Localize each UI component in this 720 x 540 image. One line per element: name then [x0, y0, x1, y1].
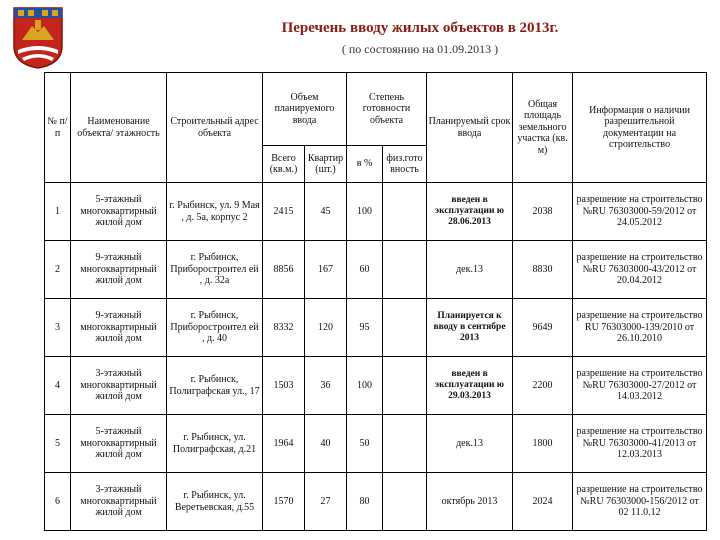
row-percent: 60 — [347, 241, 383, 299]
housing-table — [44, 72, 707, 531]
row-address: г. Рыбинск, ул. Полиграфская, д.21 — [167, 415, 263, 473]
col-permit-header: Информация о наличии разрешительной документации на строительство — [573, 73, 707, 183]
row-permit: разрешение на строительство №RU 76303000-27/2012 от 14.03.2012 — [573, 357, 707, 415]
row-physical — [383, 299, 427, 357]
table-row — [45, 415, 707, 473]
col-volume-total-header: Всего (кв.м.) — [263, 146, 305, 183]
row-percent: 50 — [347, 415, 383, 473]
table-row — [45, 241, 707, 299]
table-row — [45, 183, 707, 241]
table-row — [45, 299, 707, 357]
row-area: 8830 — [513, 241, 573, 299]
col-volume-header: Объем планируемого ввода — [263, 73, 347, 146]
row-area: 2200 — [513, 357, 573, 415]
row-num: 3 — [45, 299, 71, 357]
table-row — [45, 473, 707, 531]
col-volume-apartments-header: Квартир (шт.) — [305, 146, 347, 183]
row-num: 1 — [45, 183, 71, 241]
row-address: г. Рыбинск, Приборостроител ей , д. 40 — [167, 299, 263, 357]
row-planned: введен в эксплуатации ю 29.03.2013 — [427, 357, 513, 415]
row-num: 5 — [45, 415, 71, 473]
row-apartments: 27 — [305, 473, 347, 531]
col-readiness-header: Степень готовности объекта — [347, 73, 427, 146]
row-name: 3-этажный многоквартирный жилой дом — [71, 473, 167, 531]
row-total: 8332 — [263, 299, 305, 357]
page-subtitle: ( по состоянию на 01.09.2013 ) — [341, 42, 499, 56]
row-percent: 80 — [347, 473, 383, 531]
row-percent: 100 — [347, 357, 383, 415]
row-total: 2415 — [263, 183, 305, 241]
row-percent: 100 — [347, 183, 383, 241]
row-address: г. Рыбинск, Полиграфская ул., 17 — [167, 357, 263, 415]
row-physical — [383, 183, 427, 241]
row-planned: Планируется к вводу в сентябре 2013 — [427, 299, 513, 357]
row-num: 6 — [45, 473, 71, 531]
row-planned: дек.13 — [427, 415, 513, 473]
row-permit: разрешение на строительство №RU 76303000-41/2013 от 12.03.2013 — [573, 415, 707, 473]
row-physical — [383, 241, 427, 299]
col-readiness-physical-header: физ.гото вность — [383, 146, 427, 183]
row-address: г. Рыбинск, ул. Веретьевская, д.55 — [167, 473, 263, 531]
row-area: 1800 — [513, 415, 573, 473]
row-planned: введен в эксплуатации ю 28.06.2013 — [427, 183, 513, 241]
row-planned: дек.13 — [427, 241, 513, 299]
row-apartments: 45 — [305, 183, 347, 241]
row-num: 2 — [45, 241, 71, 299]
row-address: г. Рыбинск, Приборостроител ей , д. 32а — [167, 241, 263, 299]
col-planned-header: Планируемый срок ввода — [427, 73, 513, 183]
table-row — [45, 357, 707, 415]
col-readiness-percent-header: в % — [347, 146, 383, 183]
row-total: 1503 — [263, 357, 305, 415]
row-physical — [383, 357, 427, 415]
row-physical — [383, 473, 427, 531]
row-name: 3-этажный многоквартирный жилой дом — [71, 357, 167, 415]
row-apartments: 36 — [305, 357, 347, 415]
row-address: г. Рыбинск, ул. 9 Мая , д. 5а, корпус 2 — [167, 183, 263, 241]
row-area: 9649 — [513, 299, 573, 357]
row-total: 8856 — [263, 241, 305, 299]
col-area-header: Общая площадь земельного участка (кв. м) — [513, 73, 573, 183]
row-percent: 95 — [347, 299, 383, 357]
row-apartments: 167 — [305, 241, 347, 299]
row-name: 9-этажный многоквартирный жилой дом — [71, 299, 167, 357]
row-num: 4 — [45, 357, 71, 415]
row-permit: разрешение на строительство №RU 76303000-59/2012 от 24.05.2012 — [573, 183, 707, 241]
col-num-header: № п/п — [45, 73, 71, 183]
row-name: 5-этажный многоквартирный жилой дом — [71, 415, 167, 473]
row-total: 1964 — [263, 415, 305, 473]
row-name: 9-этажный многоквартирный жилой дом — [71, 241, 167, 299]
row-area: 2024 — [513, 473, 573, 531]
row-total: 1570 — [263, 473, 305, 531]
row-permit: разрешение на строительство №RU 76303000-43/2012 от 20.04.2012 — [573, 241, 707, 299]
row-permit: разрешение на строительство №RU 76303000-156/2012 от 02 11.0.12 — [573, 473, 707, 531]
row-apartments: 40 — [305, 415, 347, 473]
row-permit: разрешение на строительство RU 76303000-139/2010 от 26.10.2010 — [573, 299, 707, 357]
row-name: 5-этажный многоквартирный жилой дом — [71, 183, 167, 241]
coat-of-arms-icon — [12, 6, 64, 70]
col-address-header: Строительный адрес объекта — [167, 73, 263, 183]
row-physical — [383, 415, 427, 473]
row-planned: октябрь 2013 — [427, 473, 513, 531]
col-name-header: Наименование объекта/ этажность — [71, 73, 167, 183]
page-title: Перечень вводу жилых объектов в 2013г. — [281, 20, 559, 36]
row-apartments: 120 — [305, 299, 347, 357]
row-area: 2038 — [513, 183, 573, 241]
